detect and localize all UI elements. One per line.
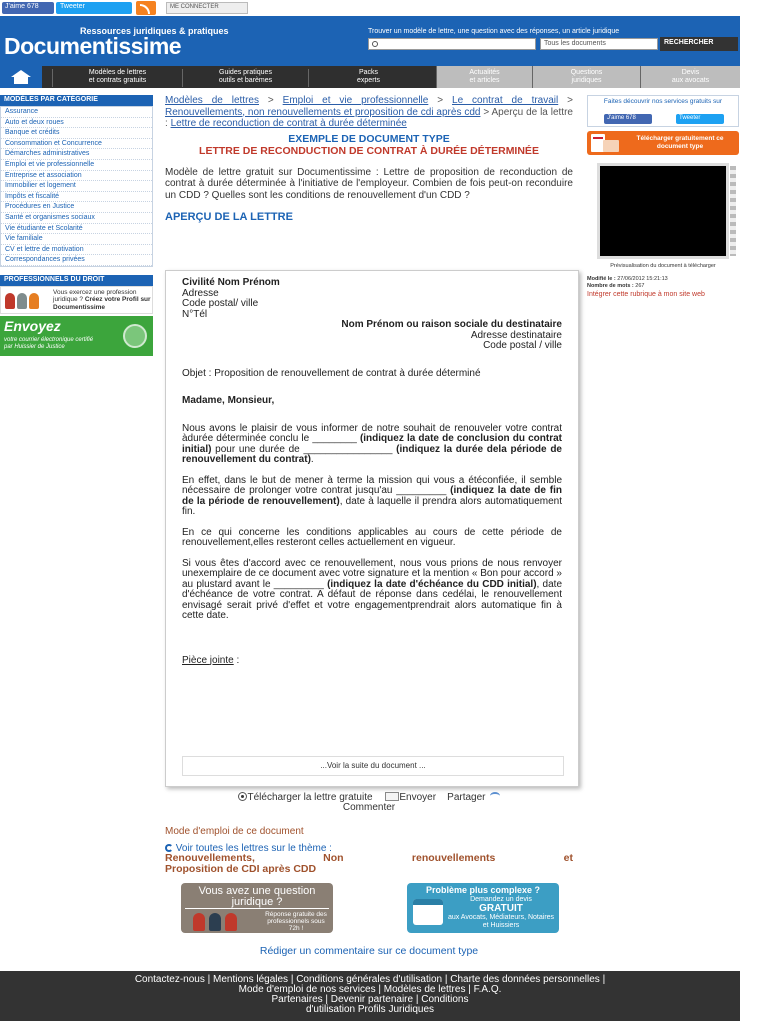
breadcrumb-renouvellements[interactable]: Renouvellements, non renouvellements et proposition de cdi après cdd (165, 106, 481, 118)
comment-button[interactable]: Commenter (342, 802, 396, 813)
category-sidebar (0, 95, 153, 356)
nav-label: outils et barèmes (218, 77, 273, 84)
facebook-like-button[interactable] (604, 114, 652, 124)
social-bar (0, 0, 768, 16)
preview-caption: Prévisualisation du document à télécharger (610, 263, 716, 269)
piece-jointe-label: Pièce jointe (182, 654, 234, 666)
letter-text: Si vous êtes d'accord avec ce renouvellement, nous vous prions de nous renvoyer unexemplaire de ce document avec votre signature et la mention « Bon pour accord » au plustard avant le _________ (182, 557, 562, 590)
search-scope-select[interactable] (540, 38, 658, 50)
seal-icon (123, 324, 147, 348)
modified-value: 27/06/2012 15:21:13 (617, 276, 668, 282)
sidebar-item-familiale[interactable]: Vie familiale (1, 234, 152, 245)
modified-label: Modifié le : (587, 276, 618, 282)
see-all-letters-label: Voir toutes les lettres sur le thème : (175, 843, 332, 854)
see-more-button[interactable]: ...Voir la suite du document ... (182, 756, 564, 776)
sidebar-item-demarches[interactable]: Démarches administratives (1, 149, 152, 160)
envoyez-title: Envoyez (4, 317, 61, 334)
sidebar-item-immobilier[interactable]: Immobilier et logement (1, 181, 152, 192)
footer-links-row[interactable]: Contactez-nous | Mentions légales | Conditions générales d'utilisation | Charte des données personnelles | (134, 974, 606, 985)
search-input[interactable] (368, 38, 536, 50)
letter-text: Nous avons le plaisir de vous informer de notre souhait de renouveler votre contrat àdurée déterminée conclu le ________ (182, 422, 562, 444)
tweet-button[interactable] (56, 2, 132, 14)
devis-gratuit: GRATUIT (479, 903, 523, 914)
devis-line: Demandez un devis (470, 896, 532, 903)
letter-text: pour une durée de ________________ (211, 443, 393, 455)
breadcrumb-modeles[interactable]: Modèles de lettres (165, 95, 259, 106)
breadcrumb-current[interactable]: Lettre de reconduction de contrat à durée déterminée (170, 118, 407, 129)
nav-questions[interactable] (532, 66, 640, 88)
letter-objet: Objet : Proposition de renouvellement de contrat à durée déterminé (182, 367, 481, 379)
professionals-icon (5, 293, 47, 309)
tweet-label: Tweeter (60, 3, 85, 10)
embed-link[interactable]: Intégrer cette rubrique à mon site web (587, 291, 705, 298)
home-tab[interactable] (0, 66, 42, 88)
nav-label: Devis (681, 69, 700, 76)
sidebar-item-auto[interactable]: Auto et deux roues (1, 118, 152, 129)
letter-text: . (310, 454, 314, 465)
right-column (587, 95, 739, 298)
sidebar-title: MODÈLES PAR CATÉGORIE (0, 95, 153, 106)
facebook-like-label: J'aime 678 (5, 3, 39, 10)
page-title: LETTRE DE RECONDUCTION DE CONTRAT À DURÉE DÉTERMINÉE (199, 144, 539, 157)
footer-links-row[interactable]: d'utilisation Profils Juridiques (305, 1004, 435, 1015)
words-value: 267 (635, 283, 645, 289)
sidebar-item-etudiante[interactable]: Vie étudiante et Scolarité (1, 224, 152, 235)
theme-link[interactable] (165, 853, 573, 875)
nav-label: aux avocats (671, 77, 710, 84)
sidebar-item-assurance[interactable]: Assurance (1, 107, 152, 118)
pro-question: Vous exercez une profession juridique ? (53, 288, 137, 304)
intro-text: Modèle de lettre gratuit sur Documentissime : Lettre de proposition de reconduction de contrat à durée déterminée à l'initiative de l'employeur. Combien de fois peut-on reconduire un CDD ? Quelles sont les conditions de renouvellement d'un CDD ? (165, 166, 573, 201)
sidebar-item-emploi[interactable]: Emploi et vie professionnelle (1, 160, 152, 171)
breadcrumb-apercu: Aperçu de la lettre : (165, 106, 573, 129)
nav-label: et articles (469, 77, 500, 84)
facebook-like-label: J'aime 678 (607, 115, 636, 121)
sender-city: Code postal/ ville (182, 298, 259, 309)
share-button[interactable]: Partager (447, 792, 486, 803)
breadcrumb-contrat[interactable]: Le contrat de travail (452, 95, 559, 106)
footer-links-row[interactable]: Mode d'emploi de nos services | Modèles de lettres | F.A.Q. (238, 984, 502, 995)
sender-tel: N°Tél (182, 308, 208, 320)
letter-placeholder: (indiquez la date de fin de la période de renouvellement) (182, 485, 562, 507)
pro-box[interactable] (0, 286, 153, 314)
dest-name: Nom Prénom ou raison sociale du destinataire (341, 319, 562, 330)
letter-placeholder: (indiquez la date d'échéance du CDD initial) (327, 578, 537, 590)
tweet-button[interactable] (676, 114, 724, 124)
search-hint: Trouver un modèle de lettre, une question avec des réponses, un article juridique (368, 28, 620, 35)
sender-address: Adresse (182, 287, 219, 299)
apercu-heading: APERÇU DE LA LETTRE (165, 211, 293, 223)
main-content (165, 95, 574, 957)
certified-mail-banner[interactable] (0, 316, 153, 356)
question-banner-title: Vous avez une question juridique ? (198, 885, 316, 908)
envoyez-text: votre courrier électronique certifié par Huissier de Justice (4, 336, 94, 350)
category-list (0, 106, 153, 267)
send-button[interactable]: Envoyer (399, 792, 437, 803)
breadcrumb-sep: > (558, 95, 574, 106)
connect-label: ME CONNECTER (170, 4, 219, 10)
facebook-like-button[interactable] (2, 2, 54, 14)
rss-icon[interactable] (136, 1, 156, 15)
site-header (0, 16, 740, 66)
sidebar-item-entreprise[interactable]: Entreprise et association (1, 171, 152, 182)
devis-banner-text (445, 896, 557, 930)
sidebar-item-sante[interactable]: Santé et organismes sociaux (1, 213, 152, 224)
share-box (587, 95, 739, 127)
dest-address: Adresse destinataire (470, 329, 562, 341)
pro-title: PROFESSIONNELS DU DROIT (0, 275, 153, 286)
breadcrumb-sep: > (480, 106, 492, 118)
theme-link-line: Proposition de CDI après CDD (165, 863, 317, 875)
doc-type-label: EXEMPLE DE DOCUMENT TYPE (288, 132, 450, 145)
nav-label: et contrats gratuits (88, 77, 147, 84)
document-preview-thumbnail[interactable] (597, 163, 729, 259)
letter-text: , date d'échéance de votre contrat. A défaut de réponse dans cedélai, le renouvellement envisagé serait privé d'effet et votre engagementprendrait alors automatique fin à cette date. (182, 578, 563, 621)
write-comment-link[interactable]: Rédiger un commentaire sur ce document type (259, 945, 479, 957)
nav-label: juridiques (571, 77, 602, 84)
sidebar-item-cv[interactable]: CV et lettre de motivation (1, 245, 152, 256)
nav-label: Actualités (469, 69, 500, 76)
logo-subtitle: Ressources juridiques & pratiques (80, 26, 229, 36)
document-meta (587, 276, 668, 290)
nav-label: Packs (358, 69, 379, 76)
sidebar-item-consommation[interactable]: Consommation et Concurrence (1, 139, 152, 150)
breadcrumb (165, 95, 573, 130)
search-icon (372, 41, 378, 47)
search-button-label: RECHERCHER (664, 39, 714, 46)
nav-actualites[interactable] (436, 66, 532, 88)
letter-placeholder: (indiquez la durée dela période de renouvellement du contrat) (182, 443, 562, 465)
letter-paragraph-4 (182, 559, 562, 622)
question-banner-sub: Réponse gratuite des professionnels sous 72h ! (265, 911, 327, 932)
sidebar-item-procedures[interactable]: Procédures en Justice (1, 202, 152, 213)
nav-label: Guides pratiques (219, 69, 272, 76)
nav-label: Questions (570, 69, 603, 76)
pro-link[interactable]: Créez votre Profil sur Documentissime (53, 296, 151, 311)
letter-placeholder: (indiquez la date de conclusion du contrat initial) (182, 433, 563, 455)
site-logo[interactable]: Documentissime (4, 33, 182, 59)
sidebar-item-banque[interactable]: Banque et crédits (1, 128, 152, 139)
pro-section (0, 275, 153, 356)
letter-paragraph-2 (182, 476, 562, 518)
breadcrumb-sep: > (258, 95, 283, 106)
nav-guides[interactable] (182, 69, 308, 87)
devis-banner[interactable] (407, 883, 559, 933)
letter-actions (165, 792, 573, 813)
nav-modeles[interactable] (52, 69, 182, 87)
refresh-arrow-icon (165, 844, 173, 852)
download-document-label: Télécharger gratuitement ce document type (636, 135, 724, 150)
devis-line: aux Avocats, Médiateurs, Notaires et Huissiers (447, 914, 555, 929)
theme-link-line: Renouvellements, Non renouvellements et (165, 852, 573, 864)
share-icon[interactable] (490, 792, 500, 800)
sender-name: Civilité Nom Prénom (182, 277, 280, 288)
breadcrumb-emploi[interactable]: Emploi et vie professionnelle (282, 95, 429, 106)
site-footer (0, 971, 740, 1021)
people-icon (189, 911, 249, 931)
letter-preview (165, 270, 579, 787)
search-scope-value: Tous les documents (544, 40, 606, 47)
share-box-title: Faites découvrir nos services gratuits sur (603, 98, 723, 105)
breadcrumb-sep: > (428, 95, 453, 106)
footer-links-row[interactable]: Partenaires | Devenir partenaire | Conditions (271, 994, 469, 1005)
download-button[interactable]: Télécharger la lettre gratuite (247, 792, 373, 803)
mode-emploi-link[interactable]: Mode d'emploi de ce document (165, 826, 304, 837)
nav-label: Modèles de lettres (88, 69, 147, 76)
connect-button[interactable] (166, 2, 248, 14)
dest-city: Code postal / ville (483, 340, 562, 351)
nav-devis[interactable] (640, 66, 740, 88)
pro-text (53, 289, 151, 312)
tweet-label: Tweeter (679, 115, 701, 121)
question-banner[interactable] (181, 883, 333, 933)
download-document-button[interactable] (587, 131, 739, 155)
main-nav (0, 66, 740, 88)
letter-text: En effet, dans le but de mener à terme la mission qui vous a étéconfiée, il semble nécessaire de prolonger votre contrat jusqu'au _________ (182, 474, 562, 496)
piece-jointe-suffix: : (233, 654, 240, 666)
calendar-icon (413, 899, 443, 925)
letter-text: , date à laquelle il prendra alors automatiquement fin. (182, 495, 562, 517)
envelope-icon[interactable] (385, 792, 399, 801)
letter-paragraph-3: En ce qui concerne les conditions applicables au cours de cette période de renouvellement,elles resteront celles actuellement en vigueur. (182, 526, 562, 548)
sidebar-item-correspondances[interactable]: Correspondances privées (1, 255, 152, 266)
nav-packs[interactable] (308, 69, 428, 87)
words-label: Nombre de mots : (587, 283, 636, 289)
sidebar-item-impots[interactable]: Impôts et fiscalité (1, 192, 152, 203)
search-button[interactable] (660, 37, 738, 51)
nav-label: experts (357, 77, 380, 84)
devis-banner-title: Problème plus complexe ? (425, 885, 541, 895)
letter-piece-jointe (182, 656, 562, 667)
letter-salutation: Madame, Monsieur, (182, 395, 275, 406)
letter-paragraph-1 (182, 424, 562, 466)
document-icon (603, 140, 619, 152)
